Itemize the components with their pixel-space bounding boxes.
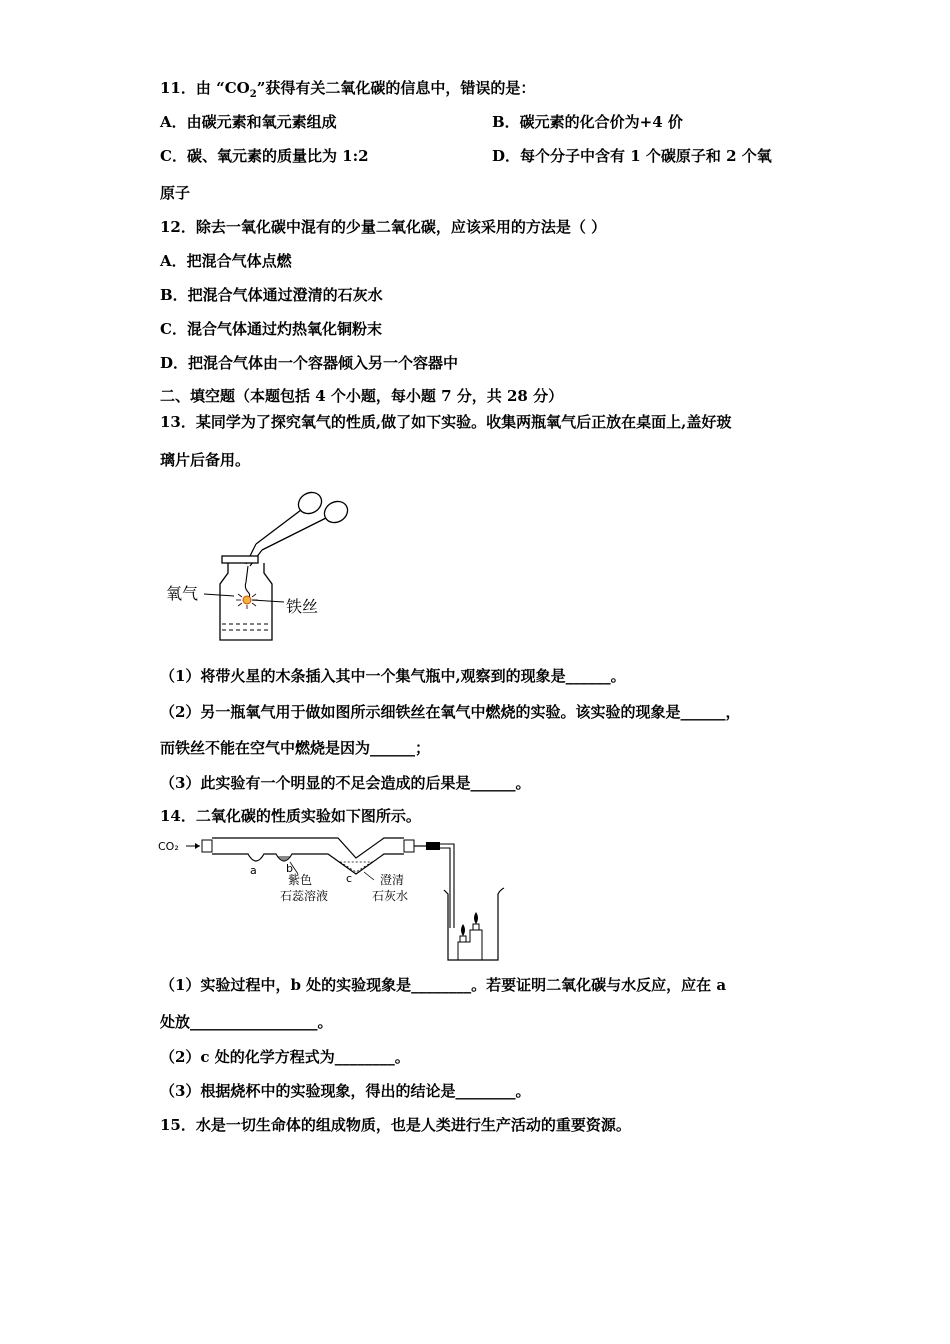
upper-candle-flame (474, 912, 478, 924)
label-a: a (250, 864, 257, 877)
label-b: b (286, 862, 293, 875)
oxygen-leader (204, 594, 234, 596)
q13-part-1: （1）将带火星的木条插入其中一个集气瓶中,观察到的现象是______。 (160, 667, 626, 685)
q11-option-c: C．碳、氧元素的质量比为 1:2 (160, 147, 369, 165)
iron-wire-label: 铁丝 (286, 597, 319, 616)
q13-part-2-continued: 而铁丝不能在空气中燃烧是因为______； (160, 739, 431, 757)
q14-part-1-continued: 处放_________________。 (160, 1013, 333, 1031)
q12-stem: 12．除去一氧化碳中混有的少量二氧化碳，应该采用的方法是（ ） (160, 218, 607, 236)
co2-property-apparatus (158, 832, 518, 967)
section-2-heading: 二、填空题（本题包括 4 个小题，每小题 7 分，共 28 分） (160, 387, 564, 405)
q12-option-a: A．把混合气体点燃 (160, 252, 292, 270)
q13-stem: 13．某同学为了探究氧气的性质,做了如下实验。收集两瓶氧气后正放在桌面上,盖好玻 (160, 413, 732, 431)
left-stopper (202, 840, 212, 852)
tongs-arms (256, 510, 326, 550)
oxygen-label: 氧气 (166, 584, 199, 603)
co2-inlet-label: CO₂ (158, 840, 179, 853)
inlet-arrowhead (195, 843, 200, 849)
q14-part-3: （3）根据烧杯中的实验现象，得出的结论是________。 (160, 1082, 531, 1100)
tongs-handle-loop (321, 497, 352, 526)
q11-stem: 11．由 “$CO_2$”获得有关二氧化碳的信息中，错误的是： (160, 79, 536, 100)
tube-bottom-wall (212, 854, 404, 874)
q11-option-b: B．碳元素的化合价为+4 价 (492, 113, 683, 131)
q11-option-d: D．每个分子中含有 1 个碳原子和 2 个氧 (492, 147, 772, 165)
label-c: c (346, 872, 353, 885)
q13-stem-continued: 璃片后备用。 (160, 451, 251, 469)
q14-stem: 14．二氧化碳的性质实验如下图所示。 (160, 807, 421, 825)
upper-candle (473, 924, 479, 930)
glass-cover (222, 556, 258, 563)
q11-option-d-continued: 原子 (160, 184, 191, 202)
litmus-label-line1: 紫色 (288, 873, 313, 887)
limewater (340, 862, 372, 872)
tube-top-wall (212, 838, 404, 858)
beaker-step (458, 930, 482, 960)
q12-option-b: B．把混合气体通过澄清的石灰水 (160, 286, 383, 304)
lower-candle-flame (461, 924, 465, 936)
burning-spark (243, 596, 251, 604)
tongs-handle-loop (295, 488, 326, 517)
iron-wire (245, 566, 249, 600)
q12-option-d: D．把混合气体由一个容器倾入另一个容器中 (160, 354, 459, 372)
limewater-label-line2: 石灰水 (372, 889, 409, 903)
litmus-label-line2: 石蕊溶液 (280, 889, 329, 903)
lower-candle (460, 936, 466, 942)
iron-wire-combustion-diagram (160, 478, 360, 646)
q12-option-c: C．混合气体通过灼热氧化铜粉末 (160, 320, 382, 338)
q13-part-3: （3）此实验有一个明显的不足会造成的后果是______。 (160, 774, 531, 792)
c-leader (364, 872, 374, 880)
q15-stem: 15．水是一切生命体的组成物质，也是人类进行生产活动的重要资源。 (160, 1116, 631, 1134)
glass-outlet-tube (440, 844, 454, 928)
q14-part-2: （2）c 处的化学方程式为________。 (160, 1048, 410, 1066)
wire-leader (252, 600, 284, 602)
q14-part-1: （1）实验过程中，b 处的实验现象是________。若要证明二氧化碳与水反应，应在 a (160, 976, 727, 994)
q11-option-a: A．由碳元素和氧元素组成 (160, 113, 337, 131)
limewater-label-line1: 澄清 (380, 873, 405, 887)
rubber-tube (426, 842, 440, 850)
q13-part-2: （2）另一瓶氧气用于做如图所示细铁丝在氧气中燃烧的实验。该实验的现象是______， (160, 703, 741, 721)
right-stopper (404, 840, 414, 852)
